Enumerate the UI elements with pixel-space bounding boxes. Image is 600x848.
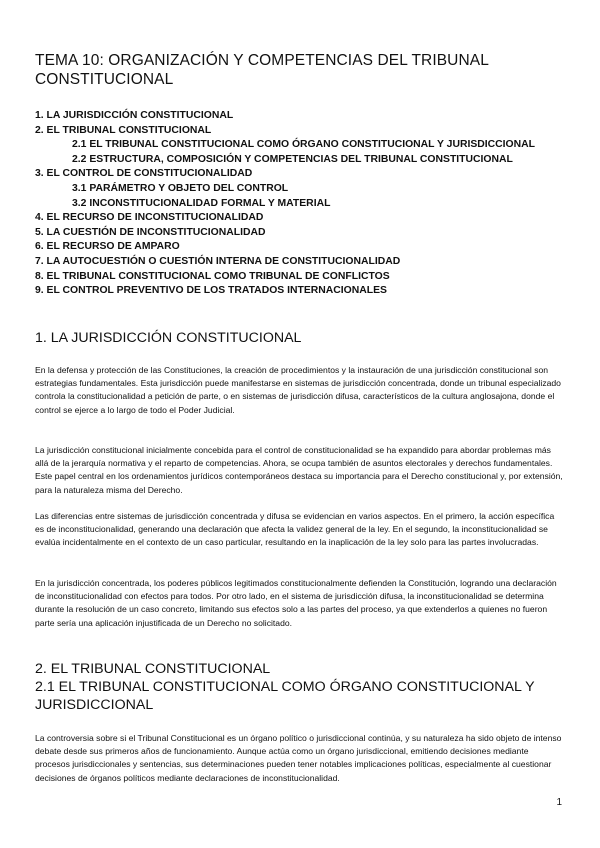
section-2-1-paragraph-1: La controversia sobre si el Tribunal Constitucional es un órgano político o jurisdiccional continúa, y su naturaleza ha sido objeto de intenso debate desde sus primeros años de funcionamiento. Aunque actúa como un órgano jurisdiccional, emitiendo decisiones mediante procesos jurisdiccionales y sentencias, sus determinaciones pueden tener notables implicaciones políticas, especialmente al cuestionar decisiones de órganos políticos mediante declaraciones de inconstitucionalidad. [35, 733, 562, 783]
page-title: TEMA 10: ORGANIZACIÓN Y COMPETENCIAS DEL TRIBUNAL CONSTITUCIONAL [35, 52, 489, 88]
toc-item: 3. EL CONTROL DE CONSTITUCIONALIDAD [35, 168, 253, 180]
section-2-heading: 2. EL TRIBUNAL CONSTITUCIONAL [35, 661, 271, 677]
toc-item: 2.2 ESTRUCTURA, COMPOSICIÓN Y COMPETENCIAS DEL TRIBUNAL CONSTITUCIONAL [72, 153, 513, 165]
toc-item: 4. EL RECURSO DE INCONSTITUCIONALIDAD [35, 212, 264, 224]
section-1-heading: 1. LA JURISDICCIÓN CONSTITUCIONAL [35, 330, 302, 346]
section-1-paragraph-3: Las diferencias entre sistemas de jurisdicción concentrada y difusa se evidencian en varios aspectos. En el primero, la acción específica es de inconstitucionalidad, generando una declaración que afecta la validez general de la ley. En el segundo, la inconstitucionalidad se evalúa incidentalmente en el contexto de un caso particular, resultando en la inaplicación de la ley solo para las partes involucradas. [35, 511, 555, 548]
toc-item: 2.1 EL TRIBUNAL CONSTITUCIONAL COMO ÓRGANO CONSTITUCIONAL Y JURISDICCIONAL [72, 139, 535, 151]
toc-item: 6. EL RECURSO DE AMPARO [35, 241, 180, 253]
section-1-paragraph-1: En la defensa y protección de las Constituciones, la creación de procedimientos y la instauración de una jurisdicción constitucional son estrategias fundamentales. Esta jurisdicción puede manifestarse en sistemas de jurisdicción concentrada, donde un tribunal especializado controla la constitucionalidad a petición de parte, o en sistemas de jurisdicción difusa, característicos de la cultura anglosajona, donde el control se ejerce a lo largo de todo el Poder Judicial. [35, 365, 561, 415]
toc-item: 2. EL TRIBUNAL CONSTITUCIONAL [35, 124, 212, 136]
page-number: 1 [556, 797, 562, 808]
section-1-paragraph-2: La jurisdicción constitucional inicialmente concebida para el control de constitucionalidad se ha expandido para abordar problemas más allá de la jerarquía normativa y el reparto de competencias. Ahora, se ocupa también de asuntos electorales y derechos fundamentales. Este papel central en los ordenamientos jurídicos contemporáneos destaca su importancia para el Derecho constitucional y, por extensión, para la naturaleza misma del Derecho. [35, 445, 563, 495]
toc-item: 3.2 INCONSTITUCIONALIDAD FORMAL Y MATERIAL [72, 197, 331, 209]
section-1-paragraph-4: En la jurisdicción concentrada, los poderes públicos legitimados constitucionalmente defienden la Constitución, logrando una declaración de inconstitucionalidad con efectos para todos. Por otro lado, en el sistema de jurisdicción difusa, la inconstitucionalidad se determina durante la resolución de un caso concreto, limitando sus efectos solo a las partes del proceso, ya que extenderlos a quienes no fueron parte sería una aplicación injustificada de un Derecho no solicitado. [35, 578, 557, 628]
toc-item: 5. LA CUESTIÓN DE INCONSTITUCIONALIDAD [35, 226, 266, 238]
section-2-1-heading: 2.1 EL TRIBUNAL CONSTITUCIONAL COMO ÓRGANO CONSTITUCIONAL Y JURISDICCIONAL [35, 679, 535, 713]
toc-item: 3.1 PARÁMETRO Y OBJETO DEL CONTROL [72, 182, 289, 194]
toc-item: 7. LA AUTOCUESTIÓN O CUESTIÓN INTERNA DE CONSTITUCIONALIDAD [35, 255, 401, 267]
toc-item: 9. EL CONTROL PREVENTIVO DE LOS TRATADOS INTERNACIONALES [35, 285, 387, 297]
toc-item: 1. LA JURISDICCIÓN CONSTITUCIONAL [35, 110, 234, 121]
toc-item: 8. EL TRIBUNAL CONSTITUCIONAL COMO TRIBUNAL DE CONFLICTOS [35, 270, 390, 282]
table-of-contents [35, 109, 580, 299]
